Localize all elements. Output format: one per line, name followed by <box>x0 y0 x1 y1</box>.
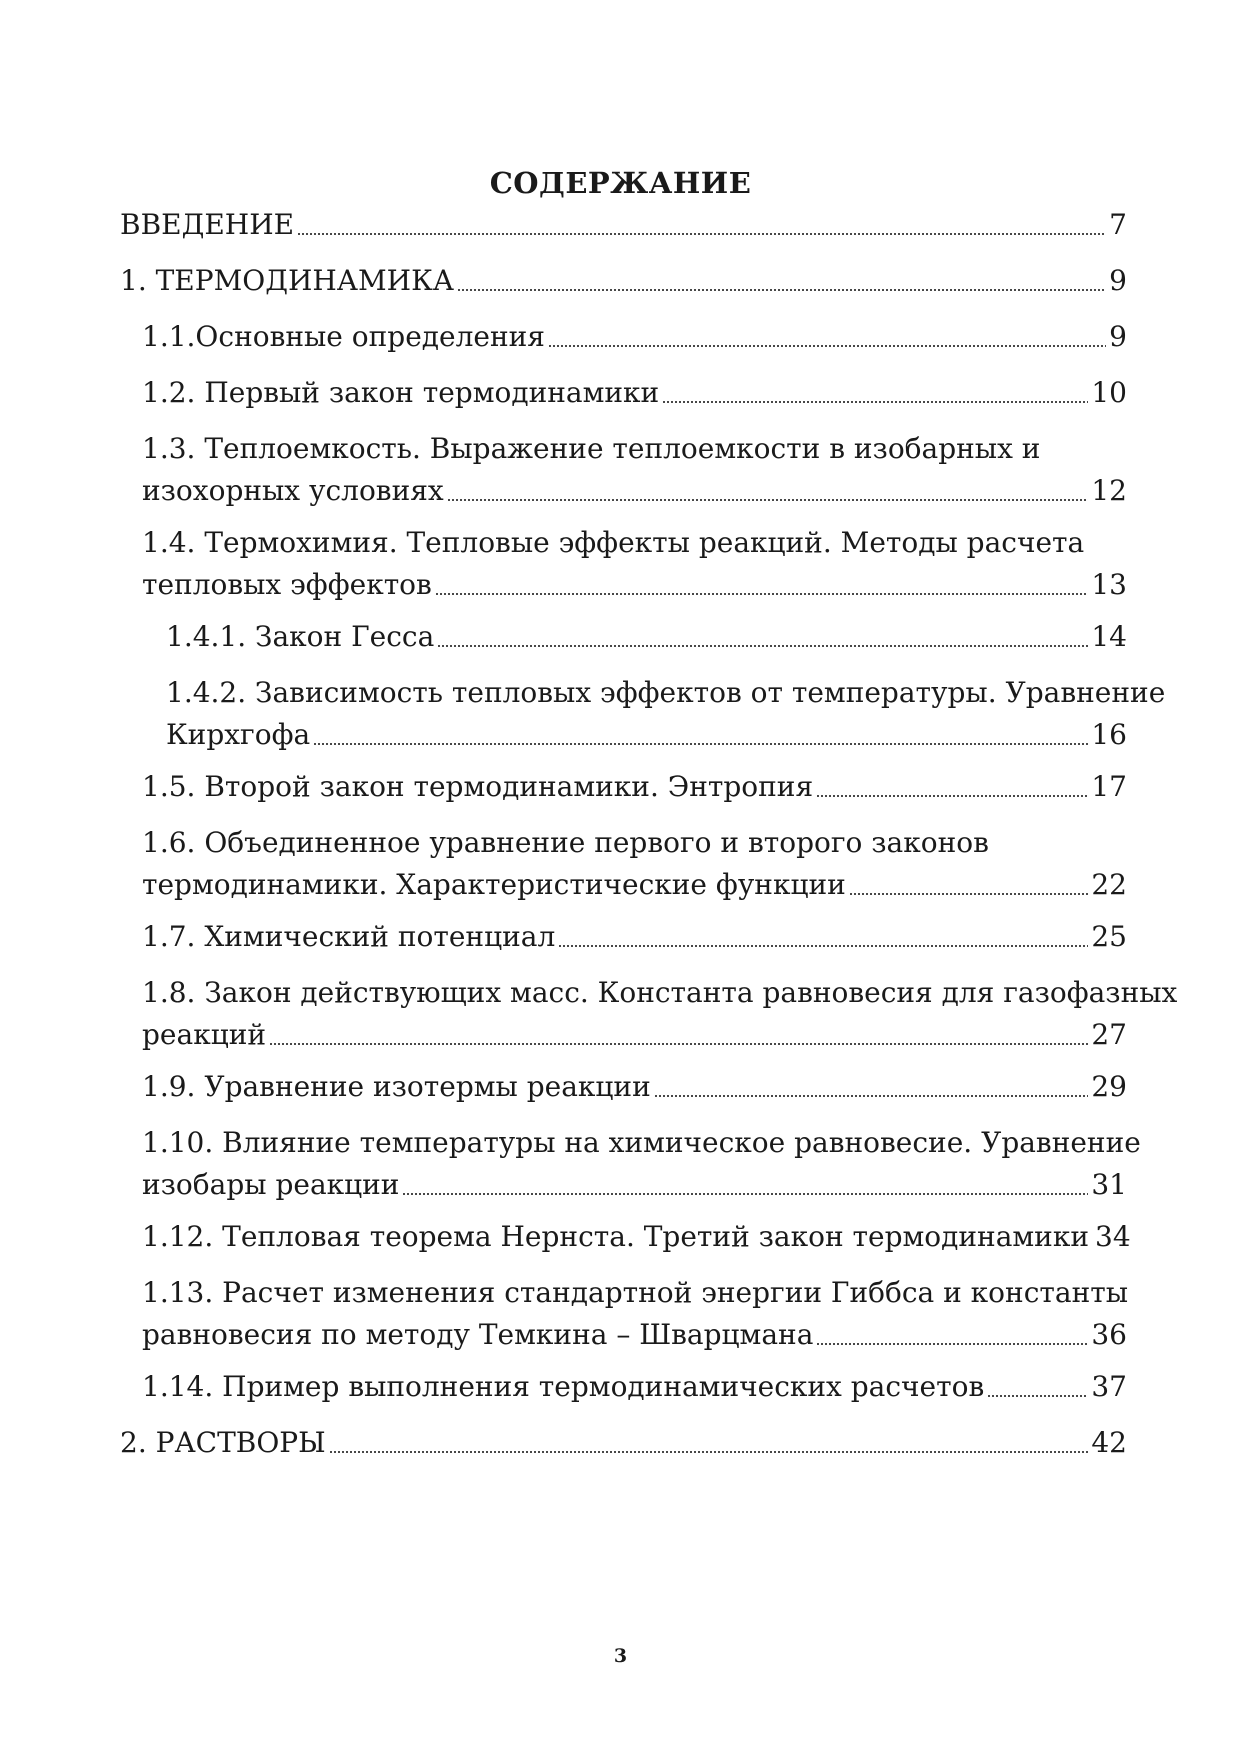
page-number: 3 <box>613 1645 628 1667</box>
toc-entry-title: реакций <box>142 1018 267 1051</box>
toc-entry-first-line: 1.4. Термохимия. Тепловые эффекты реакций. Методы расчета <box>142 526 1085 559</box>
toc-entry-page: 17 <box>1091 770 1127 803</box>
toc-entry-row <box>142 766 1127 808</box>
toc-entry-page: 9 <box>1109 320 1127 353</box>
toc-entry-page: 36 <box>1091 1318 1127 1351</box>
toc-entry[interactable] <box>166 672 1166 756</box>
toc-entry-title: 1.7. Химический потенциал <box>142 920 556 953</box>
dot-leader <box>849 864 1089 906</box>
toc-entry-title: 1. ТЕРМОДИНАМИКА <box>120 264 454 297</box>
toc-entry-first-line: 1.4.2. Зависимость тепловых эффектов от температуры. Уравнение <box>166 676 1166 709</box>
dot-leader <box>816 1314 1088 1356</box>
toc-entry-row <box>142 1164 1127 1206</box>
dot-leader <box>548 316 1106 358</box>
toc-entry-page: 13 <box>1091 568 1127 601</box>
toc-entry-row <box>142 1066 1127 1108</box>
toc-entry[interactable] <box>142 316 1127 358</box>
dot-leader <box>816 766 1088 808</box>
toc-entry-title: 1.1.Основные определения <box>142 320 545 353</box>
dot-leader <box>313 714 1088 756</box>
toc-entry-title: 1.5. Второй закон термодинамики. Энтропия <box>142 770 814 803</box>
toc-entry-title: 1.12. Тепловая теорема Нернста. Третий закон термодинамики <box>142 1220 1089 1253</box>
toc-entry-title: Кирхгофа <box>166 718 311 751</box>
toc-entry-page: 31 <box>1091 1168 1127 1201</box>
toc-entry-row <box>142 1014 1127 1056</box>
toc-entry-title: изобары реакции <box>142 1168 400 1201</box>
toc-entry-page: 27 <box>1091 1018 1127 1051</box>
toc-entry-page: 42 <box>1091 1426 1127 1459</box>
dot-leader <box>987 1366 1088 1408</box>
toc-entry-row <box>120 204 1127 246</box>
dot-leader <box>662 372 1088 414</box>
dot-leader <box>437 616 1088 658</box>
toc-entry[interactable] <box>142 428 1127 512</box>
dot-leader <box>447 470 1089 512</box>
toc-entry-title: ВВЕДЕНИЕ <box>120 208 295 241</box>
toc-entry-first-line: 1.13. Расчет изменения стандартной энергии Гиббса и константы <box>142 1276 1129 1309</box>
dot-leader <box>654 1066 1089 1108</box>
toc-entry[interactable] <box>142 972 1178 1056</box>
toc-entry-title: 1.9. Уравнение изотермы реакции <box>142 1070 651 1103</box>
toc-entry-row <box>142 1314 1127 1356</box>
toc-entry[interactable] <box>142 522 1127 606</box>
toc-entry[interactable] <box>142 372 1127 414</box>
toc-entry[interactable] <box>142 1066 1127 1108</box>
toc-entry-page: 12 <box>1091 474 1127 507</box>
toc-entry-title: тепловых эффектов <box>142 568 432 601</box>
toc-entry-page: 22 <box>1091 868 1127 901</box>
toc-entry-row <box>120 260 1127 302</box>
toc-entry-row <box>166 616 1127 658</box>
dot-leader <box>329 1422 1089 1464</box>
dot-leader <box>558 916 1088 958</box>
toc-entry[interactable] <box>120 204 1127 246</box>
toc-entry-row <box>142 1216 1131 1258</box>
toc-entry-page: 29 <box>1091 1070 1127 1103</box>
toc-entry[interactable] <box>120 260 1127 302</box>
toc-entry-title: 2. РАСТВОРЫ <box>120 1426 326 1459</box>
toc-entry-page: 10 <box>1091 376 1127 409</box>
toc-entry-page: 14 <box>1091 620 1127 653</box>
toc-entry[interactable] <box>120 1422 1127 1464</box>
toc-entry[interactable] <box>142 1366 1127 1408</box>
toc-entry-first-line: 1.10. Влияние температуры на химическое равновесие. Уравнение <box>142 1126 1141 1159</box>
toc-entry-row <box>142 864 1127 906</box>
toc-entry-first-line: 1.3. Теплоемкость. Выражение теплоемкости в изобарных и <box>142 432 1041 465</box>
toc-entry[interactable] <box>142 1272 1127 1356</box>
toc-entry-page: 37 <box>1091 1370 1127 1403</box>
toc-entry-page: 9 <box>1109 264 1127 297</box>
toc-entry-page: 16 <box>1091 718 1127 751</box>
toc-entry[interactable] <box>142 766 1127 808</box>
dot-leader <box>297 204 1106 246</box>
dot-leader <box>402 1164 1088 1206</box>
toc-entry-row <box>166 714 1127 756</box>
toc-entry-page: 34 <box>1095 1220 1131 1253</box>
toc-entry-page: 7 <box>1109 208 1127 241</box>
page-title: СОДЕРЖАНИЕ <box>489 166 752 200</box>
toc-entry-title: термодинамики. Характеристические функции <box>142 868 846 901</box>
toc-entry[interactable] <box>142 1216 1131 1258</box>
toc-entry-row <box>142 916 1127 958</box>
dot-leader <box>457 260 1106 302</box>
toc-entry-title: равновесия по методу Темкина – Шварцмана <box>142 1318 814 1351</box>
toc-entry-title: 1.14. Пример выполнения термодинамических расчетов <box>142 1370 985 1403</box>
toc-entry-row <box>120 1422 1127 1464</box>
toc-entry[interactable] <box>142 916 1127 958</box>
toc-entry-title: 1.2. Первый закон термодинамики <box>142 376 660 409</box>
dot-leader <box>435 564 1089 606</box>
toc-entry-row <box>142 372 1127 414</box>
toc-entry[interactable] <box>142 1122 1141 1206</box>
toc-entry-row <box>142 470 1127 512</box>
toc-entry-row <box>142 1366 1127 1408</box>
toc-entry-title: 1.4.1. Закон Гесса <box>166 620 435 653</box>
toc-entry-first-line: 1.8. Закон действующих масс. Константа равновесия для газофазных <box>142 976 1178 1009</box>
toc-entry-row <box>142 316 1127 358</box>
toc-entry[interactable] <box>166 616 1127 658</box>
toc-entry-row <box>142 564 1127 606</box>
dot-leader <box>269 1014 1088 1056</box>
toc-entry-title: изохорных условиях <box>142 474 444 507</box>
toc-entry-first-line: 1.6. Объединенное уравнение первого и второго законов <box>142 826 989 859</box>
toc-entry[interactable] <box>142 822 1127 906</box>
toc-entry-page: 25 <box>1091 920 1127 953</box>
